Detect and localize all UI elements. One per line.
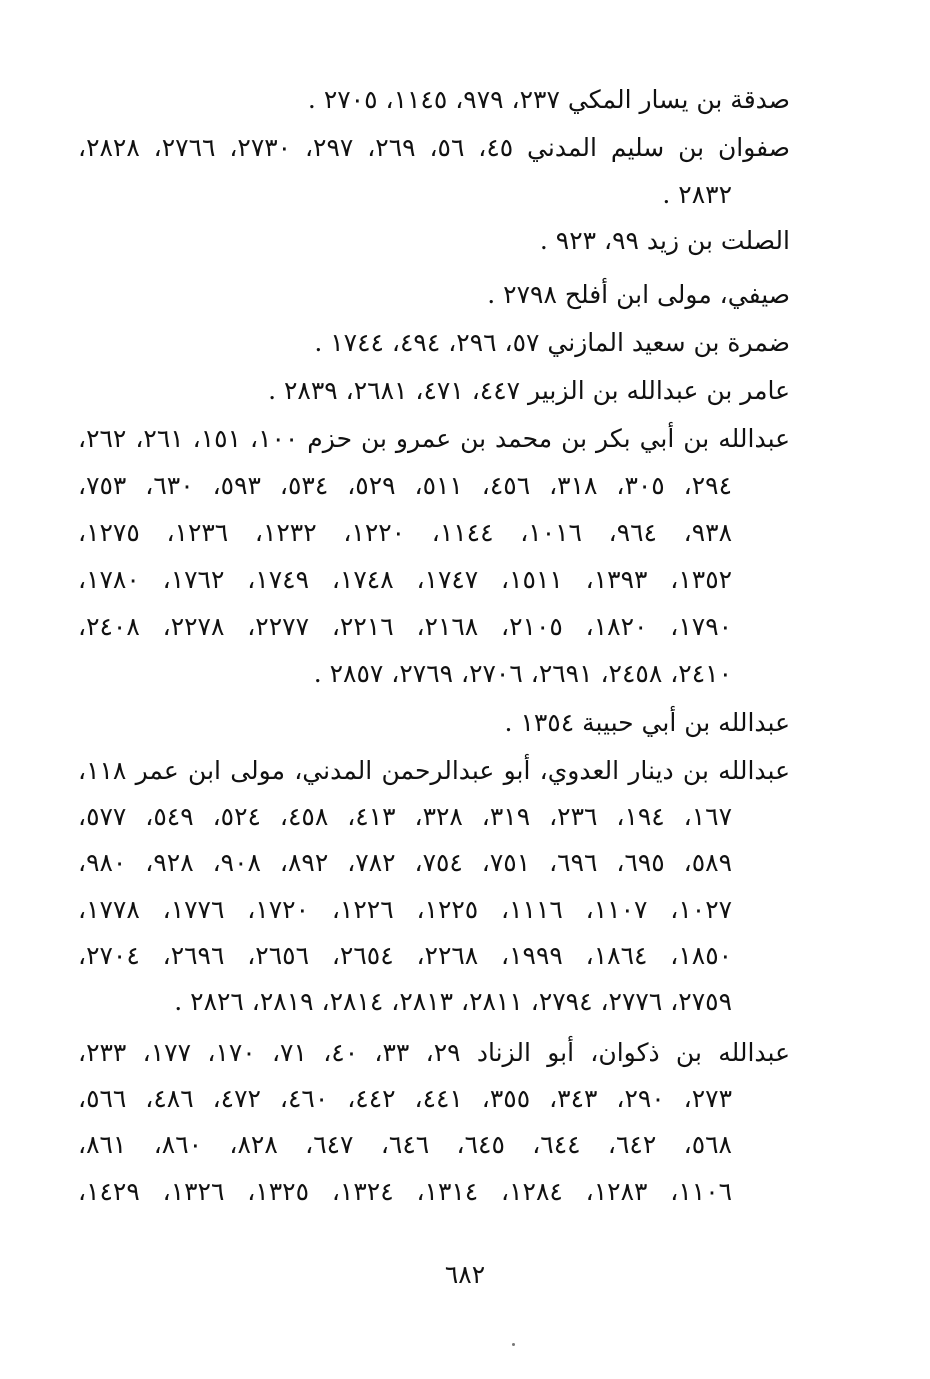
index-entry-line: عبدالله بن أبي حبيبة ١٣٥٤ .	[504, 708, 790, 737]
index-entry-line: الصلت بن زيد ٩٩، ٩٢٣ .	[539, 226, 790, 255]
index-entry-continuation: ١٨٥٠، ١٨٦٤، ١٩٩٩، ٢٢٦٨، ٢٦٥٤، ٢٦٥٦، ٢٦٩٦، ٢٧٠٤،	[78, 941, 733, 970]
index-entry-continuation: ٥٨٩، ٦٩٥، ٦٩٦، ٧٥١، ٧٥٤، ٧٨٢، ٨٩٢، ٩٠٨، ٩٢٨، ٩٨٠،	[78, 848, 733, 877]
index-entry-continuation: ١٦٧، ١٩٤، ٢٣٦، ٣١٩، ٣٢٨، ٤١٣، ٤٥٨، ٥٢٤، ٥٤٩، ٥٧٧،	[78, 802, 733, 831]
index-entry-continuation: ١١٠٦، ١٢٨٣، ١٢٨٤، ١٣١٤، ١٣٢٤، ١٣٢٥، ١٣٢٦، ١٤٢٩،	[78, 1177, 733, 1206]
index-entry-line: عبدالله بن دينار العدوي، أبو عبدالرحمن المدني، مولى ابن عمر ١١٨،	[78, 756, 790, 785]
index-entry-line: صيفي، مولى ابن أفلح ٢٧٩٨ .	[487, 280, 790, 309]
index-entry-line: عبدالله بن أبي بكر بن محمد بن عمرو بن حزم ١٠٠، ١٥١، ٢٦١، ٢٦٢،	[78, 424, 791, 453]
index-entry-continuation: ١٠٢٧، ١١٠٧، ١١١٦، ١٢٢٥، ١٢٢٦، ١٧٢٠، ١٧٧٦، ١٧٧٨،	[78, 895, 733, 924]
scan-speck	[512, 1343, 515, 1346]
index-entry-continuation: ٢٤١٠، ٢٤٥٨، ٢٦٩١، ٢٧٠٦، ٢٧٦٩، ٢٨٥٧ .	[313, 659, 732, 688]
index-entry-line: عبدالله بن ذكوان، أبو الزناد ٢٩، ٣٣، ٤٠، ٧١، ١٧٠، ١٧٧، ٢٣٣،	[78, 1038, 791, 1067]
index-entry-continuation: ٢٧٥٩، ٢٧٧٦، ٢٧٩٤، ٢٨١١، ٢٨١٣، ٢٨١٤، ٢٨١٩، ٢٨٢٦ .	[174, 987, 732, 1016]
page-number: ٦٨٢	[444, 1260, 486, 1289]
index-entry-continuation: ١٧٩٠، ١٨٢٠، ٢١٠٥، ٢١٦٨، ٢٢١٦، ٢٢٧٧، ٢٢٧٨، ٢٤٠٨،	[78, 612, 733, 641]
index-entry-line: صدقة بن يسار المكي ٢٣٧، ٩٧٩، ١١٤٥، ٢٧٠٥ .	[307, 85, 790, 114]
index-entry-continuation: ٢٩٤، ٣٠٥، ٣١٨، ٤٥٦، ٥١١، ٥٢٩، ٥٣٤، ٥٩٣، ٦٣٠، ٧٥٣،	[78, 471, 733, 500]
index-entry-continuation: ٢٨٣٢ .	[662, 180, 732, 209]
index-entry-line: عامر بن عبدالله بن الزبير ٤٤٧، ٤٧١، ٢٦٨١، ٢٨٣٩ .	[268, 376, 790, 405]
index-entry-continuation: ٩٣٨، ٩٦٤، ١٠١٦، ١١٤٤، ١٢٢٠، ١٢٣٢، ١٢٣٦، ١٢٧٥،	[78, 518, 733, 547]
index-entry-line: صفوان بن سليم المدني ٤٥، ٥٦، ٢٦٩، ٢٩٧، ٢٧٣٠، ٢٧٦٦، ٢٨٢٨،	[78, 133, 791, 162]
index-entry-continuation: ١٣٥٢، ١٣٩٣، ١٥١١، ١٧٤٧، ١٧٤٨، ١٧٤٩، ١٧٦٢، ١٧٨٠،	[78, 565, 733, 594]
index-entry-line: ضمرة بن سعيد المازني ٥٧، ٢٩٦، ٤٩٤، ١٧٤٤ .	[314, 328, 790, 357]
index-entry-continuation: ٥٦٨، ٦٤٢، ٦٤٤، ٦٤٥، ٦٤٦، ٦٤٧، ٨٢٨، ٨٦٠، ٨٦١،	[78, 1130, 732, 1159]
index-entry-continuation: ٢٧٣، ٢٩٠، ٣٤٣، ٣٥٥، ٤٤١، ٤٤٢، ٤٦٠، ٤٧٢، ٤٨٦، ٥٦٦،	[78, 1084, 733, 1113]
